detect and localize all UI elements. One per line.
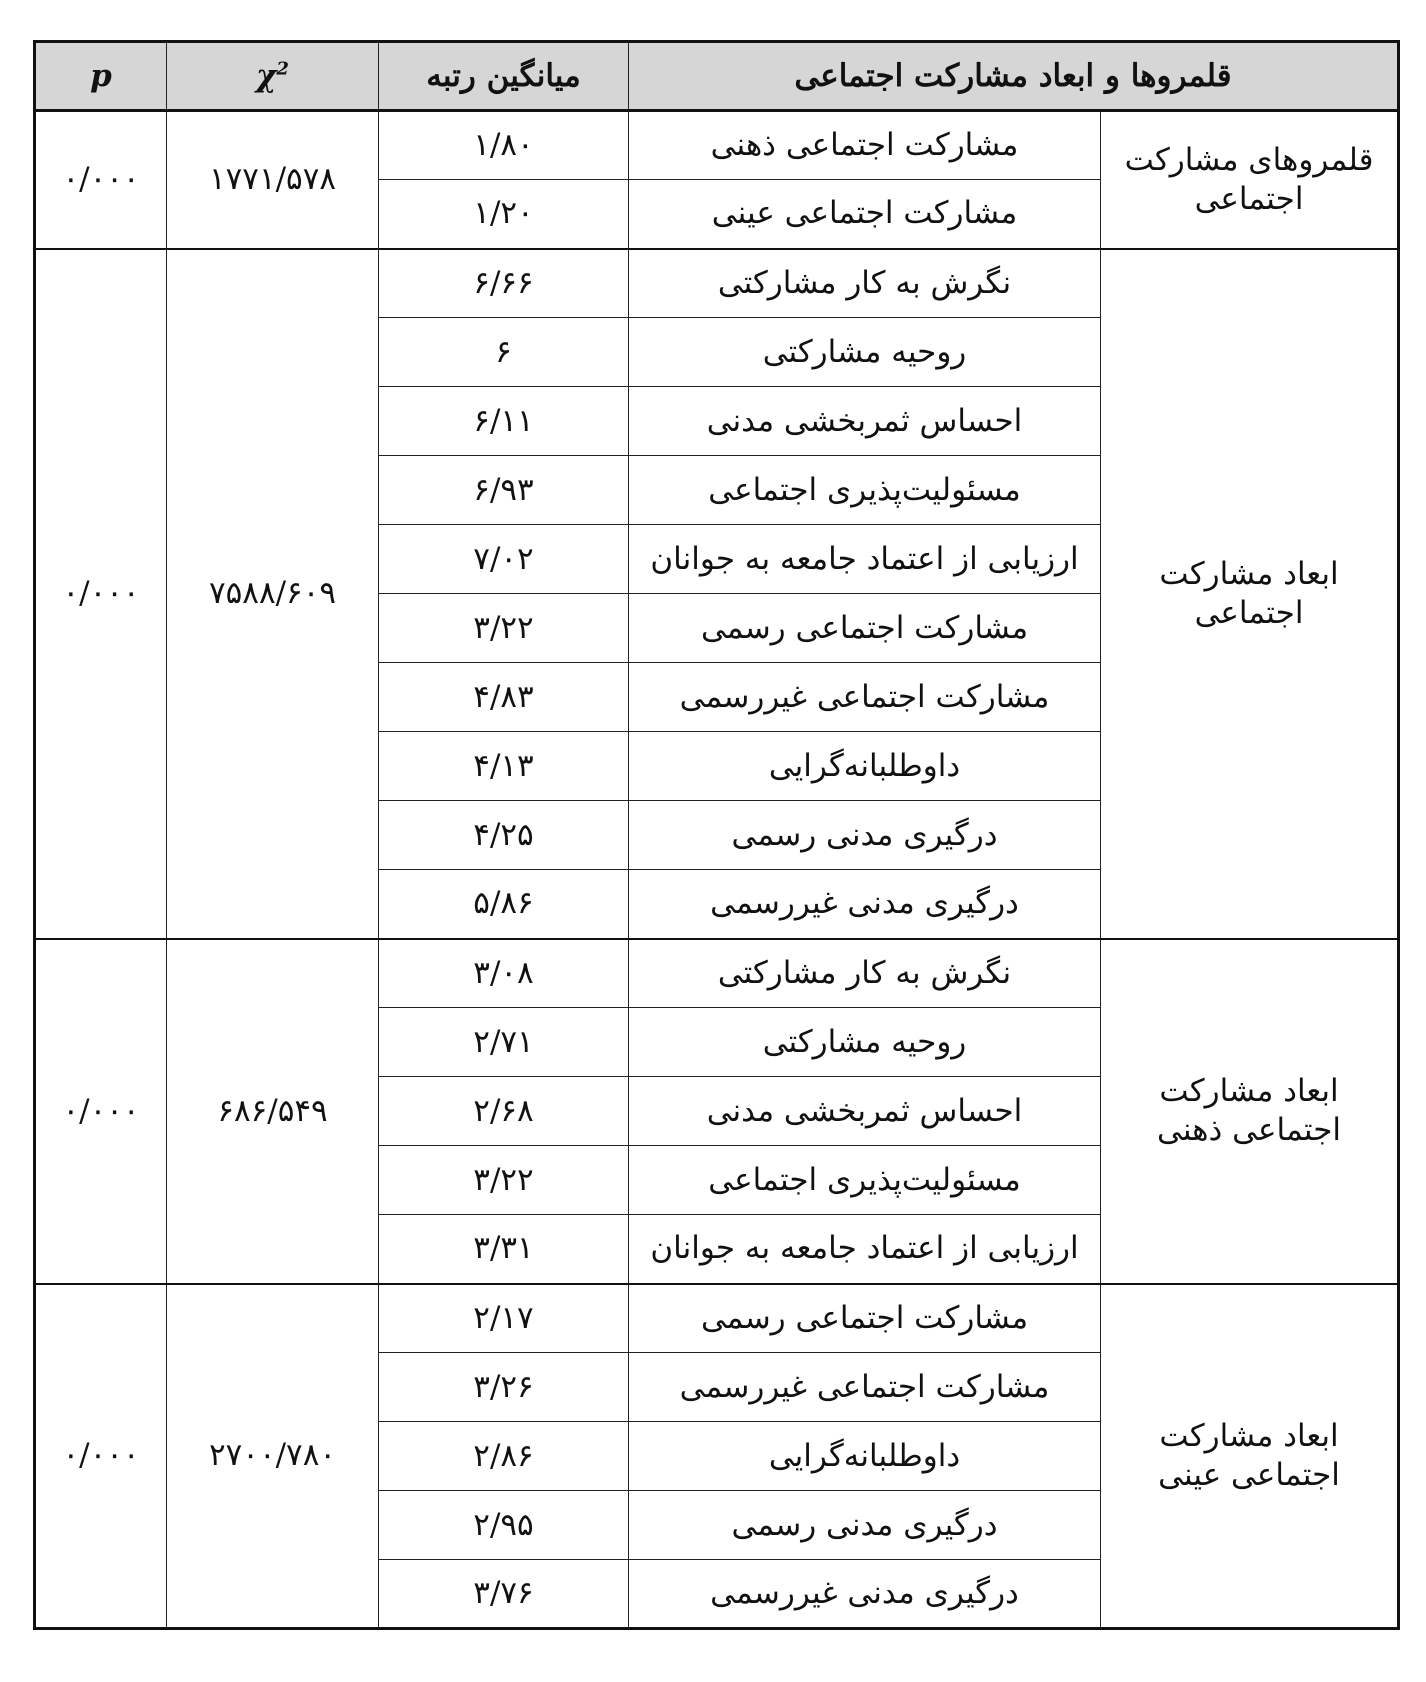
item-label: مشارکت اجتماعی عینی — [629, 180, 1101, 249]
mean-rank-value: ۳/۲۶ — [379, 1353, 629, 1422]
mean-rank-value: ۲/۹۵ — [379, 1491, 629, 1560]
header-p — [35, 42, 167, 111]
table-row — [35, 939, 1399, 1008]
item-label: درگیری مدنی رسمی — [629, 801, 1101, 870]
group-label: ابعاد مشارکت اجتماعی ذهنی — [1101, 939, 1399, 1284]
mean-rank-value: ۶/۹۳ — [379, 456, 629, 525]
item-label: درگیری مدنی غیررسمی — [629, 870, 1101, 939]
header-chi-square — [167, 42, 379, 111]
item-label: احساس ثمربخشی مدنی — [629, 387, 1101, 456]
table-row — [35, 249, 1399, 318]
chi-square-value: ۶۸۶/۵۴۹ — [167, 939, 379, 1284]
mean-rank-value: ۱/۸۰ — [379, 111, 629, 180]
mean-rank-value: ۴/۲۵ — [379, 801, 629, 870]
item-label: داوطلبانه‌گرایی — [629, 732, 1101, 801]
p-value: ۰/۰۰۰ — [35, 249, 167, 939]
group-label: قلمروهای مشارکت اجتماعی — [1101, 111, 1399, 249]
item-label: روحیه مشارکتی — [629, 1008, 1101, 1077]
group-label: ابعاد مشارکت اجتماعی — [1101, 249, 1399, 939]
item-label: مشارکت اجتماعی ذهنی — [629, 111, 1101, 180]
p-symbol: p — [90, 57, 112, 94]
mean-rank-value: ۲/۶۸ — [379, 1077, 629, 1146]
mean-rank-value: ۲/۱۷ — [379, 1284, 629, 1353]
mean-rank-value: ۳/۲۲ — [379, 1146, 629, 1215]
item-label: درگیری مدنی رسمی — [629, 1491, 1101, 1560]
chi-superscript: 2 — [276, 58, 289, 80]
chi-square-value: ۲۷۰۰/۷۸۰ — [167, 1284, 379, 1629]
results-table — [33, 40, 1400, 1630]
item-label: ارزیابی از اعتماد جامعه به جوانان — [629, 1215, 1101, 1284]
p-value: ۰/۰۰۰ — [35, 111, 167, 249]
item-label: مسئولیت‌پذیری اجتماعی — [629, 1146, 1101, 1215]
mean-rank-value: ۵/۸۶ — [379, 870, 629, 939]
chi-square-value: ۱۷۷۱/۵۷۸ — [167, 111, 379, 249]
p-value: ۰/۰۰۰ — [35, 1284, 167, 1629]
item-label: روحیه مشارکتی — [629, 318, 1101, 387]
mean-rank-value: ۶ — [379, 318, 629, 387]
item-label: نگرش به کار مشارکتی — [629, 939, 1101, 1008]
table-body — [35, 111, 1399, 1629]
chi-square-value: ۷۵۸۸/۶۰۹ — [167, 249, 379, 939]
header-mean-rank: میانگین رتبه — [379, 42, 629, 111]
mean-rank-value: ۳/۷۶ — [379, 1560, 629, 1629]
table-row — [35, 111, 1399, 180]
group-label: ابعاد مشارکت اجتماعی عینی — [1101, 1284, 1399, 1629]
mean-rank-value: ۶/۱۱ — [379, 387, 629, 456]
item-label: درگیری مدنی غیررسمی — [629, 1560, 1101, 1629]
item-label: مشارکت اجتماعی غیررسمی — [629, 1353, 1101, 1422]
header-domain: قلمروها و ابعاد مشارکت اجتماعی — [629, 42, 1399, 111]
mean-rank-value: ۳/۳۱ — [379, 1215, 629, 1284]
mean-rank-value: ۴/۸۳ — [379, 663, 629, 732]
item-label: داوطلبانه‌گرایی — [629, 1422, 1101, 1491]
item-label: نگرش به کار مشارکتی — [629, 249, 1101, 318]
mean-rank-value: ۶/۶۶ — [379, 249, 629, 318]
mean-rank-value: ۳/۰۸ — [379, 939, 629, 1008]
mean-rank-value: ۲/۸۶ — [379, 1422, 629, 1491]
p-value: ۰/۰۰۰ — [35, 939, 167, 1284]
mean-rank-value: ۴/۱۳ — [379, 732, 629, 801]
item-label: مسئولیت‌پذیری اجتماعی — [629, 456, 1101, 525]
chi-symbol: χ — [256, 57, 277, 94]
item-label: مشارکت اجتماعی غیررسمی — [629, 663, 1101, 732]
item-label: احساس ثمربخشی مدنی — [629, 1077, 1101, 1146]
mean-rank-value: ۱/۲۰ — [379, 180, 629, 249]
mean-rank-value: ۲/۷۱ — [379, 1008, 629, 1077]
header-row — [35, 42, 1399, 111]
mean-rank-value: ۳/۲۲ — [379, 594, 629, 663]
table-row — [35, 1284, 1399, 1353]
mean-rank-value: ۷/۰۲ — [379, 525, 629, 594]
item-label: مشارکت اجتماعی رسمی — [629, 594, 1101, 663]
item-label: ارزیابی از اعتماد جامعه به جوانان — [629, 525, 1101, 594]
item-label: مشارکت اجتماعی رسمی — [629, 1284, 1101, 1353]
